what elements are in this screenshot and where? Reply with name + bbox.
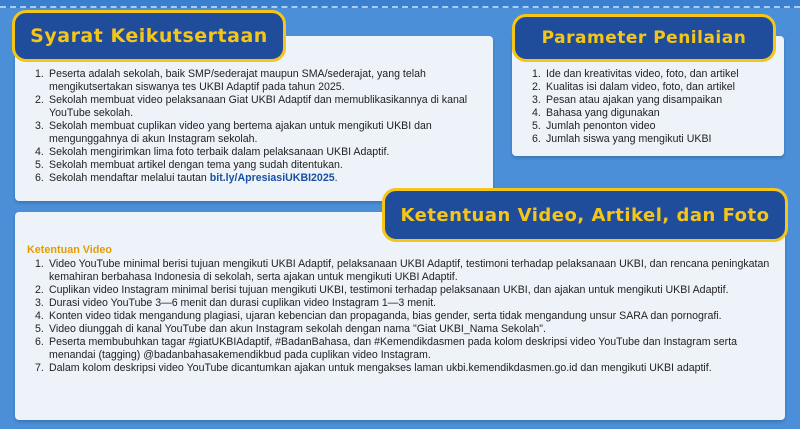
list-item: Pesan atau ajakan yang disampaikan xyxy=(546,94,723,106)
list-item: Jumlah siswa yang mengikuti UKBI xyxy=(546,133,712,145)
list-item: Jumlah penonton video xyxy=(546,120,656,132)
ketentuan-card xyxy=(15,212,785,420)
list-item: Dalam kolom deskripsi video YouTube dicantumkan ajakan untuk mengakses laman ukbi.kemendikdasmen.go.id dan mengikuti UKBI adaptif. xyxy=(49,362,712,374)
list-item xyxy=(27,172,485,185)
list-item: Ide dan kreativitas video, foto, dan artikel xyxy=(546,68,739,80)
list-item: Video diunggah di kanal YouTube dan akun Instagram sekolah dengan nama "Giat UKBI_Nama Sekolah". xyxy=(49,323,546,335)
list-item: Peserta adalah sekolah, baik SMP/sederajat maupun SMA/sederajat, yang telah mengikutsertakan siswanya tes UKBI Adaptif pada tahun 2025. xyxy=(49,68,426,93)
list-item: Sekolah membuat video pelaksanaan Giat UKBI Adaptif dan memublikasikannya di kanal YouTube sekolah. xyxy=(49,94,468,119)
list-item: Sekolah mengirimkan lima foto terbaik dalam pelaksanaan UKBI Adaptif. xyxy=(49,146,390,158)
ketentuan-title: Ketentuan Video, Artikel, dan Foto xyxy=(382,188,788,242)
ketentuan-subheading: Ketentuan Video xyxy=(27,244,112,256)
list-item: Konten video tidak mengandung plagiasi, ujaran kebencian dan propaganda, bias gender, serta tidak mengandung unsur SARA dan pornografi. xyxy=(49,310,722,322)
list-item: Video YouTube minimal berisi tujuan mengikuti UKBI Adaptif, pelaksanaan UKBI Adaptif, testimoni terhadap pelaksanaan UKBI, dan rencana peningkatan kemahiran berbahasa Indonesia di sekolah, serta ajakan untuk mengikuti UKBI Adaptif. xyxy=(49,258,770,283)
list-item: Sekolah membuat cuplikan video yang bertema ajakan untuk mengikuti UKBI dan mengunggahnya di akun Instagram sekolah. xyxy=(49,120,432,145)
list-item-text: . xyxy=(334,172,338,184)
list-item: Sekolah membuat artikel dengan tema yang sudah ditentukan. xyxy=(49,159,343,171)
parameter-title: Parameter Penilaian xyxy=(512,14,776,62)
syarat-list xyxy=(27,68,485,185)
registration-link[interactable]: bit.ly/ApresiasiUKBI2025 xyxy=(209,172,335,184)
parameter-list xyxy=(524,68,776,146)
list-item: Durasi video YouTube 3—6 menit dan durasi cuplikan video Instagram 1—3 menit. xyxy=(49,297,437,309)
list-item: Kualitas isi dalam video, foto, dan artikel xyxy=(546,81,736,93)
syarat-title: Syarat Keikutsertaan xyxy=(12,10,286,62)
ketentuan-list xyxy=(27,258,779,375)
list-item: Bahasa yang digunakan xyxy=(546,107,660,119)
list-item-text: Sekolah mendaftar melalui tautan xyxy=(49,172,210,184)
top-decorative-stripe xyxy=(0,0,800,8)
list-item: Peserta membubuhkan tagar #giatUKBIAdaptif, #BadanBahasa, dan #Kemendikdasmen pada kolom deskripsi video YouTube dan Instagram serta menandai (tagging) @badanbahasakemendikbud pada cuplikan video Instagram. xyxy=(49,336,738,361)
list-item: Cuplikan video Instagram minimal berisi tujuan mengikuti UKBI, testimoni terhadap pelaksanaan UKBI, dan ajakan untuk mengikuti UKBI Adaptif. xyxy=(49,284,729,296)
